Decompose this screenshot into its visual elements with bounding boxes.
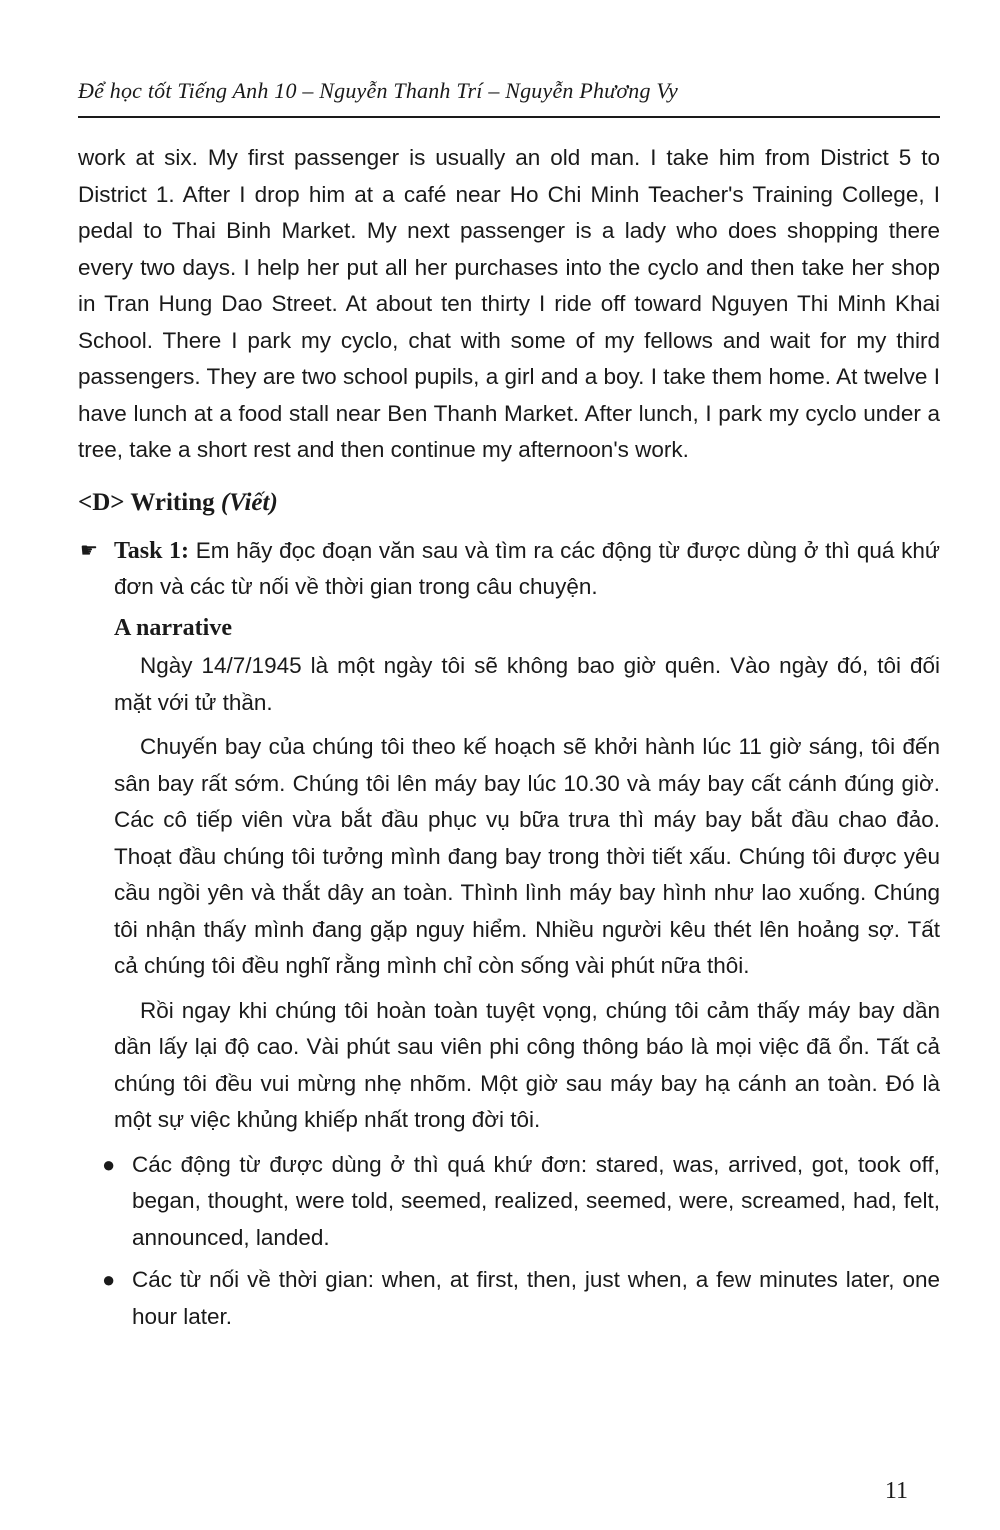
answer-item (102, 1262, 940, 1335)
page-number: 11 (884, 1478, 908, 1504)
section-title (78, 483, 940, 523)
section-title-text: <D> Writing (78, 488, 215, 516)
page-body (78, 140, 940, 1341)
task-label: Task 1: (114, 537, 189, 564)
header-rule (78, 116, 940, 118)
narrative-paragraph: Ngày 14/7/1945 là một ngày tôi sẽ không bao giờ quên. Vào ngày đó, tôi đối mặt với tử thần. (114, 653, 940, 715)
bullet-icon: ● (102, 1267, 116, 1292)
pointing-hand-icon: ☛ (80, 539, 98, 562)
section-title-vn: (Viết) (220, 488, 278, 516)
answer-text: Các động từ được dùng ở thì quá khứ đơn: stared, was, arrived, got, took off, began, thought, were told, seemed, realized, seemed, were, screamed, had, felt, announced, landed. (132, 1151, 940, 1250)
narrative-paragraph: Rồi ngay khi chúng tôi hoàn toàn tuyệt vọng, chúng tôi cảm thấy máy bay dần dần lấy lại độ cao. Vài phút sau viên phi công thông báo là mọi việc đã ổn. Tất cả chúng tôi đều vui mừng nhẹ nhõm. Một giờ sau máy bay hạ cánh an toàn. Đó là một sự việc khủng khiếp nhất trong đời tôi. (114, 997, 940, 1132)
narrative-paragraph: Chuyến bay của chúng tôi theo kế hoạch sẽ khởi hành lúc 11 giờ sáng, tôi đến sân bay rất sớm. Chúng tôi lên máy bay lúc 10.30 và máy bay cất cánh đúng giờ. Các cô tiếp viên vừa bắt đầu phục vụ bữa trưa thì máy bay bắt đầu chao đảo. Thoạt đầu chúng tôi tưởng mình đang bay trong thời tiết xấu. Chúng tôi được yêu cầu ngồi yên và thắt dây an toàn. Thình lình máy bay hình như lao xuống. Chúng tôi nhận thấy mình đang gặp nguy hiểm. Nhiều người kêu thét lên hoảng sợ. Tất cả chúng tôi đều nghĩ rằng mình chỉ còn sống vài phút nữa thôi. (114, 734, 940, 978)
answer-item (102, 1147, 940, 1257)
task-instruction (78, 533, 940, 606)
running-header: Để học tốt Tiếng Anh 10 – Nguyễn Thanh Trí – Nguyễn Phương Vy (78, 78, 678, 103)
bullet-icon: ● (102, 1151, 116, 1177)
reading-continuation: work at six. My first passenger is usually an old man. I take him from District 5 to District 1. After I drop him at a café near Ho Chi Minh Teacher's Training College, I pedal to Thai Binh Market. My next passenger is a lady who does shopping there every two days. I help her put all her purchases into the cyclo and then take her shop in Tran Hung Dao Street. At about ten thirty I ride off toward Nguyen Thi Minh Khai School. There I park my cyclo, chat with some of my fellows and wait for my third passengers. They are two school pupils, a girl and a boy. I take them home. At twelve I have lunch at a food stall near Ben Thanh Market. After lunch, I park my cyclo under a tree, take a short rest and then continue my afternoon's work. (78, 145, 940, 462)
answer-text: Các từ nối về thời gian: when, at first, then, just when, a few minutes later, one hour later. (132, 1267, 940, 1329)
narrative-subheading: A narrative (114, 614, 232, 641)
task-instruction-text: Em hãy đọc đoạn văn sau và tìm ra các động từ được dùng ở thì quá khứ đơn và các từ nối về thời gian trong câu chuyện. (114, 537, 940, 599)
answer-list (78, 1147, 940, 1336)
narrative-block (78, 610, 940, 1139)
